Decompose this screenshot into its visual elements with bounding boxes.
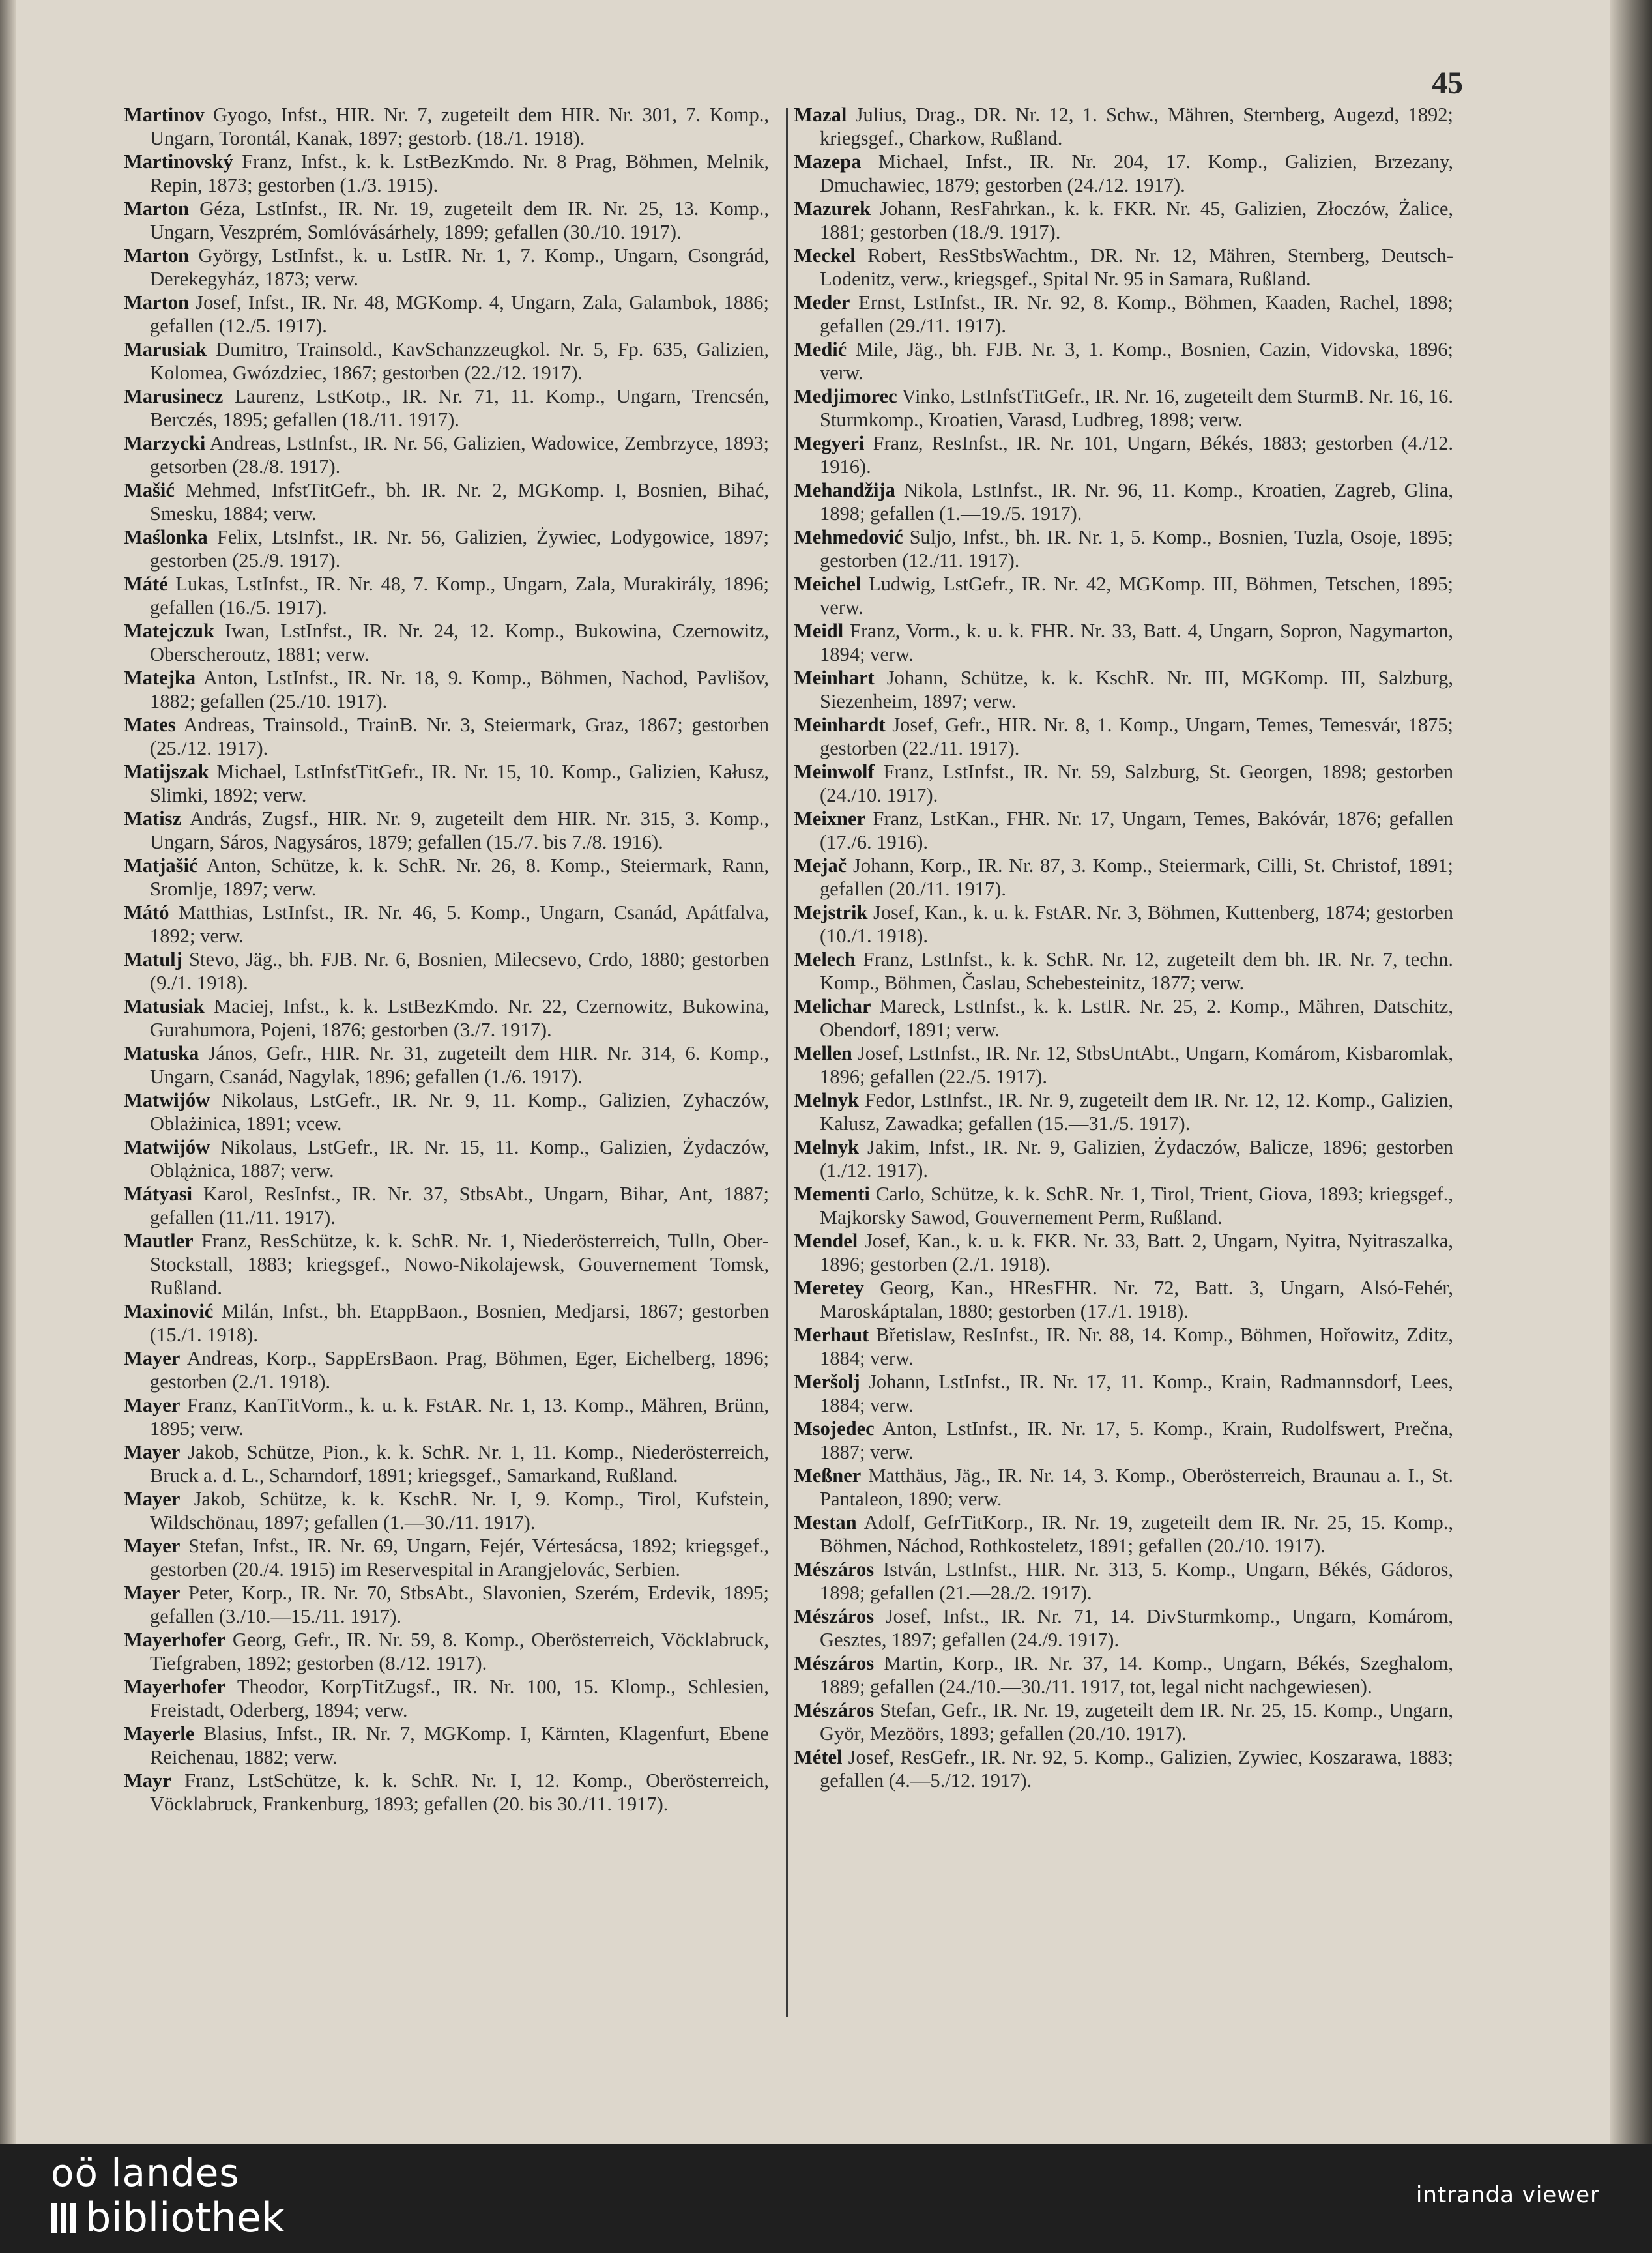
entry-surname: Mehmedović (794, 526, 903, 548)
entry-details: Karol, ResInfst., IR. Nr. 37, StbsAbt., Ungarn, Bihar, Ant, 1887; gefallen (11./11. 1917). (150, 1183, 769, 1228)
entry (124, 1534, 769, 1581)
entry (794, 666, 1453, 713)
entry (794, 1276, 1453, 1323)
entry-surname: Matjašić (124, 854, 198, 877)
entry (794, 385, 1453, 431)
entry-details: Johann, Schütze, k. k. KschR. Nr. III, MGKomp. III, Salzburg, Siezenheim, 1897; verw. (820, 667, 1453, 712)
entry-details: Anton, LstInfst., IR. Nr. 17, 5. Komp., Krain, Rudolfswert, Prečna, 1887; verw. (820, 1417, 1453, 1463)
entry-details: Michael, Infst., IR. Nr. 204, 17. Komp., Galizien, Brzezany, Dmuchawiec, 1879; gestorben (24./12. 1917). (820, 151, 1453, 196)
entry (794, 1511, 1453, 1558)
entry-surname: Mašić (124, 479, 175, 501)
entry-surname: Mayer (124, 1394, 181, 1416)
entry (794, 901, 1453, 948)
entry (794, 103, 1453, 150)
entry-details: Carlo, Schütze, k. k. SchR. Nr. 1, Tirol, Trient, Giova, 1893; kriegsgef., Majkorsky Sawod, Gouvernement Perm, Rußland. (820, 1183, 1453, 1228)
entry-surname: Máté (124, 573, 168, 595)
entry (124, 291, 769, 338)
entry-surname: Mellen (794, 1042, 852, 1064)
entry-surname: Marton (124, 291, 189, 313)
entry-surname: Matwijów (124, 1089, 210, 1111)
entry (794, 1041, 1453, 1088)
entry-details: Franz, LstInfst., k. k. SchR. Nr. 12, zugeteilt dem bh. IR. Nr. 7, techn. Komp., Böhmen, Časlau, Schebesteinitz, 1877; verw. (820, 948, 1453, 994)
entry-surname: Mayerhofer (124, 1629, 225, 1651)
library-logo[interactable] (51, 2151, 285, 2241)
entry (794, 244, 1453, 291)
entry (124, 901, 769, 948)
entry (794, 291, 1453, 338)
entry-details: Géza, LstInfst., IR. Nr. 19, zugeteilt dem IR. Nr. 25, 13. Komp., Ungarn, Veszprém, Somlóvásárhely, 1899; gefallen (30./10. 1917). (150, 197, 769, 243)
entry-surname: Meßner (794, 1464, 862, 1487)
entry-details: Ludwig, LstGefr., IR. Nr. 42, MGKomp. III, Böhmen, Tetschen, 1895; verw. (820, 573, 1453, 618)
entry-surname: Mementi (794, 1183, 870, 1205)
entry-surname: Meinhardt (794, 714, 886, 736)
entry-surname: Meidl (794, 620, 844, 642)
entry-details: Felix, LtsInfst., IR. Nr. 56, Galizien, Żywiec, Lodygowice, 1897; gestorben (25./9. 1917). (150, 526, 769, 572)
entry-surname: Mayer (124, 1347, 181, 1369)
entry-surname: Mayr (124, 1769, 171, 1792)
entry-details: Vinko, LstInfstTitGefr., IR. Nr. 16, zugeteilt dem SturmB. Nr. 16, 16. Sturmkomp., Kroatien, Varasd, Ludbreg, 1898; verw. (820, 385, 1453, 431)
entry-details: Fedor, LstInfst., IR. Nr. 9, zugeteilt dem IR. Nr. 12, 12. Komp., Galizien, Kalusz, Zawadka; gefallen (15.—31./5. 1917). (820, 1089, 1453, 1135)
entry-surname: Marton (124, 197, 189, 220)
entry-details: Johann, Korp., IR. Nr. 87, 3. Komp., Steiermark, Cilli, St. Christof, 1891; gefallen (20./11. 1917). (820, 854, 1453, 900)
entry-surname: Martinovský (124, 151, 233, 173)
entry (124, 525, 769, 572)
entry-details: András, Zugsf., HIR. Nr. 9, zugeteilt dem HIR. Nr. 315, 3. Komp., Ungarn, Sáros, Nagysáros, 1879; gefallen (15./7. bis 7./8. 1916). (150, 807, 769, 853)
entry-details: Theodor, KorpTitZugsf., IR. Nr. 100, 15. Klomp., Schlesien, Freistadt, Oderberg, 1894; verw. (150, 1676, 769, 1721)
entry-details: Martin, Korp., IR. Nr. 37, 14. Komp., Ungarn, Békés, Szeghalom, 1889; gefallen (24./10.—30./11. 1917, tot, legal nicht nachgewiesen). (820, 1652, 1453, 1698)
entry-surname: Meichel (794, 573, 862, 595)
entry-details: Nikola, LstInfst., IR. Nr. 96, 11. Komp., Kroatien, Zagreb, Glina, 1898; gefallen (1.—19./5. 1917). (820, 479, 1453, 525)
entry (794, 478, 1453, 525)
entry-surname: Matejka (124, 667, 196, 689)
entry-details: Johann, LstInfst., IR. Nr. 17, 11. Komp., Krain, Radmannsdorf, Lees, 1884; verw. (820, 1371, 1453, 1416)
entry (124, 948, 769, 995)
entry-surname: Métel (794, 1746, 843, 1768)
entry-details: Nikolaus, LstGefr., IR. Nr. 15, 11. Komp., Galizien, Żydaczów, Oblążnica, 1887; verw. (150, 1136, 769, 1182)
entry-details: Franz, LstSchütze, k. k. SchR. Nr. I, 12. Komp., Oberösterreich, Vöcklabruck, Frankenburg, 1893; gefallen (20. bis 30./11. 1917). (150, 1769, 769, 1815)
logo-text-top: oö landes (51, 2151, 240, 2195)
entry-details: Jakim, Infst., IR. Nr. 9, Galizien, Żydaczów, Balicze, 1896; gestorben (1./12. 1917). (820, 1136, 1453, 1182)
entry-surname: Megyeri (794, 432, 865, 454)
entry-surname: Mayerle (124, 1722, 195, 1745)
entry-surname: Marusiak (124, 338, 207, 360)
entry (124, 150, 769, 197)
entry-details: Lukas, LstInfst., IR. Nr. 48, 7. Komp., Ungarn, Zala, Murakirály, 1896; gefallen (16./5. 1917). (150, 573, 769, 618)
entry-details: Johann, ResFahrkan., k. k. FKR. Nr. 45, Galizien, Złoczów, Żalice, 1881; gestorben (18./9. 1917). (820, 197, 1453, 243)
entry-surname: Mészáros (794, 1652, 875, 1674)
entry-surname: Mátyasi (124, 1183, 193, 1205)
entry-surname: Mejstrik (794, 901, 868, 923)
entry (794, 1605, 1453, 1651)
entry (794, 760, 1453, 807)
entry-surname: Meckel (794, 244, 856, 267)
entry-details: Josef, Kan., k. u. k. FstAR. Nr. 3, Böhmen, Kuttenberg, 1874; gestorben (10./1. 1918). (820, 901, 1453, 947)
entry-surname: Meixner (794, 807, 866, 830)
entry (124, 807, 769, 854)
entry-details: Mehmed, InfstTitGefr., bh. IR. Nr. 2, MGKomp. I, Bosnien, Bihać, Smesku, 1884; verw. (150, 479, 769, 525)
entry-details: Andreas, Korp., SappErsBaon. Prag, Böhmen, Eger, Eichelberg, 1896; gestorben (2./1. 1918). (150, 1347, 769, 1393)
entry (124, 1041, 769, 1088)
entry (794, 854, 1453, 901)
entry (124, 1440, 769, 1487)
entry (124, 1769, 769, 1816)
entry (794, 1558, 1453, 1605)
entry (124, 760, 769, 807)
entry-surname: Mehandžija (794, 479, 895, 501)
entry-surname: Matejczuk (124, 620, 214, 642)
entry (124, 1628, 769, 1675)
entry-surname: Melichar (794, 995, 871, 1017)
entry (794, 197, 1453, 244)
entry-details: Franz, ResInfst., IR. Nr. 101, Ungarn, Békés, 1883; gestorben (4./12. 1916). (820, 432, 1453, 478)
entry-details: Jakob, Schütze, k. k. KschR. Nr. I, 9. Komp., Tirol, Kufstein, Wildschönau, 1897; gefallen (1.—30./11. 1917). (150, 1488, 769, 1533)
bars-icon (51, 2203, 76, 2233)
entry-details: Franz, LstInfst., IR. Nr. 59, Salzburg, St. Georgen, 1898; gestorben (24./10. 1917). (820, 761, 1453, 806)
entry (794, 713, 1453, 760)
entry-surname: Matijszak (124, 761, 209, 783)
entry-details: Josef, LstInfst., IR. Nr. 12, StbsUntAbt., Ungarn, Komárom, Kisbaromlak, 1896; gefallen (22./5. 1917). (820, 1042, 1453, 1088)
entry-surname: Marzycki (124, 432, 206, 454)
entry-surname: Mészáros (794, 1605, 875, 1627)
entry-surname: Mejač (794, 854, 847, 877)
entry (124, 995, 769, 1041)
entry-surname: Meinwolf (794, 761, 875, 783)
entry-details: Franz, ResSchütze, k. k. SchR. Nr. 1, Niederösterreich, Tulln, Ober-Stockstall, 1883; kriegsgef., Nowo-Nikolajewsk, Gouvernement Tomsk, Rußland. (150, 1230, 769, 1299)
entry-surname: Meretey (794, 1277, 864, 1299)
entry-details: János, Gefr., HIR. Nr. 31, zugeteilt dem HIR. Nr. 314, 6. Komp., Ungarn, Csanád, Nagylak, 1896; gefallen (1./6. 1917). (150, 1042, 769, 1088)
entry (124, 1182, 769, 1229)
entry-details: Franz, KanTitVorm., k. u. k. FstAR. Nr. 1, 13. Komp., Mähren, Brünn, 1895; verw. (150, 1394, 769, 1440)
entry (124, 1487, 769, 1534)
entry-details: Robert, ResStbsWachtm., DR. Nr. 12, Mähren, Sternberg, Deutsch-Lodenitz, verw., kriegsgef., Spital Nr. 95 in Samara, Rußland. (820, 244, 1453, 290)
entry-details: István, LstInfst., HIR. Nr. 313, 5. Komp., Ungarn, Békés, Gádoros, 1898; gefallen (21.—28./2. 1917). (820, 1558, 1453, 1604)
entry (124, 1229, 769, 1300)
viewer-brand[interactable]: intranda viewer (1415, 2182, 1600, 2208)
entry-details: Georg, Gefr., IR. Nr. 59, 8. Komp., Oberösterreich, Vöcklabruck, Tiefgraben, 1892; gestorben (8./12. 1917). (150, 1629, 769, 1674)
entry-details: Franz, Infst., k. k. LstBezKmdo. Nr. 8 Prag, Böhmen, Melnik, Repin, 1873; gestorben (1./3. 1915). (150, 151, 769, 196)
entry-surname: Matulj (124, 948, 182, 970)
entry-surname: Melnyk (794, 1136, 859, 1158)
entry (794, 525, 1453, 572)
entry (794, 1698, 1453, 1745)
logo-wordmark: bibliothek (85, 2194, 285, 2241)
entry-surname: Mendel (794, 1230, 858, 1252)
entry-details: Břetislaw, ResInfst., IR. Nr. 88, 14. Komp., Böhmen, Hořowitz, Zditz, 1884; verw. (820, 1324, 1453, 1369)
entry (124, 1346, 769, 1393)
entry (124, 338, 769, 385)
entry-surname: Msojedec (794, 1417, 875, 1440)
viewer-footer (0, 2144, 1652, 2253)
entry-details: Blasius, Infst., IR. Nr. 7, MGKomp. I, Kärnten, Klagenfurt, Ebene Reichenau, 1882; verw. (150, 1722, 769, 1768)
entry-details: Josef, Kan., k. u. k. FKR. Nr. 33, Batt. 2, Ungarn, Nyitra, Nyitraszalka, 1896; gestorben (2./1. 1918). (820, 1230, 1453, 1275)
entry-details: Stevo, Jäg., bh. FJB. Nr. 6, Bosnien, Milecsevo, Crdo, 1880; gestorben (9./1. 1918). (150, 948, 769, 994)
entry (794, 1135, 1453, 1182)
entry-details: Julius, Drag., DR. Nr. 12, 1. Schw., Mähren, Sternberg, Augezd, 1892; kriegsgef., Charkow, Rußland. (820, 104, 1453, 149)
entry-surname: Mestan (794, 1511, 857, 1533)
entry-details: Iwan, LstInfst., IR. Nr. 24, 12. Komp., Bukowina, Czernowitz, Oberscheroutz, 1881; verw. (150, 620, 769, 665)
entry-surname: Marton (124, 244, 189, 267)
entry (124, 1135, 769, 1182)
entry (794, 1182, 1453, 1229)
entry (794, 431, 1453, 478)
entry-details: Josef, Gefr., HIR. Nr. 8, 1. Komp., Ungarn, Temes, Temesvár, 1875; gestorben (22./11. 1917). (820, 714, 1453, 759)
entry (794, 1417, 1453, 1464)
entry (124, 244, 769, 291)
entry-details: Maciej, Infst., k. k. LstBezKmdo. Nr. 22, Czernowitz, Bukowina, Gurahumora, Pojeni, 1876; gestorben (3./7. 1917). (150, 995, 769, 1041)
entry-details: Mareck, LstInfst., k. k. LstIR. Nr. 25, 2. Komp., Mähren, Datschitz, Obendorf, 1891; verw. (820, 995, 1453, 1041)
entry-surname: Mazepa (794, 151, 862, 173)
entry-surname: Mayer (124, 1488, 181, 1510)
entry (794, 1745, 1453, 1792)
entry-surname: Meder (794, 291, 850, 313)
entry-details: Josef, Infst., IR. Nr. 71, 14. DivSturmkomp., Ungarn, Komárom, Gesztes, 1897; gefallen (24./9. 1917). (820, 1605, 1453, 1651)
entry (124, 1581, 769, 1628)
entry (124, 1393, 769, 1440)
entry-surname: Mazurek (794, 197, 871, 220)
entry (794, 995, 1453, 1041)
entry-surname: Mayer (124, 1582, 181, 1604)
logo-text-bottom (51, 2195, 285, 2241)
entry (124, 103, 769, 150)
entry-surname: Matisz (124, 807, 182, 830)
entry-details: Matthias, LstInfst., IR. Nr. 46, 5. Komp., Ungarn, Csanád, Apátfalva, 1892; verw. (150, 901, 769, 947)
entry-details: Stefan, Infst., IR. Nr. 69, Ungarn, Fejér, Vértesácsa, 1892; kriegsgef., gestorben (20./4. 1915) im Reservespital in Arangjelovác, Serbien. (150, 1535, 769, 1580)
entry-surname: Matwijów (124, 1136, 210, 1158)
entry (124, 1675, 769, 1722)
entry-surname: Marusinecz (124, 385, 224, 407)
entry-details: Gyogo, Infst., HIR. Nr. 7, zugeteilt dem HIR. Nr. 301, 7. Komp., Ungarn, Torontál, Kanak, 1897; gestorb. (18./1. 1918). (150, 104, 769, 149)
entry (794, 572, 1453, 619)
entry-details: Franz, LstKan., FHR. Nr. 17, Ungarn, Temes, Bakóvár, 1876; gefallen (17./6. 1916). (820, 807, 1453, 853)
entry-details: Peter, Korp., IR. Nr. 70, StbsAbt., Slavonien, Szerém, Erdevik, 1895; gefallen (3./10.—15./11. 1917). (150, 1582, 769, 1627)
entry (794, 338, 1453, 385)
entry (794, 1370, 1453, 1417)
entry-details: Dumitro, Trainsold., KavSchanzzeugkol. Nr. 5, Fp. 635, Galizien, Kolomea, Gwózdziec, 1867; gestorben (22./12. 1917). (150, 338, 769, 384)
entry (794, 150, 1453, 197)
entry-details: Franz, Vorm., k. u. k. FHR. Nr. 33, Batt. 4, Ungarn, Sopron, Nagymarton, 1894; verw. (820, 620, 1453, 665)
entry (124, 1722, 769, 1769)
entry (124, 619, 769, 666)
entry-surname: Mayer (124, 1535, 181, 1557)
entry-details: Anton, LstInfst., IR. Nr. 18, 9. Komp., Böhmen, Nachod, Pavlišov, 1882; gefallen (25./10. 1917). (150, 667, 769, 712)
entry-details: Michael, LstInfstTitGefr., IR. Nr. 15, 10. Komp., Galizien, Kałusz, Slimki, 1892; verw. (150, 761, 769, 806)
entry-details: Andreas, Trainsold., TrainB. Nr. 3, Steiermark, Graz, 1867; gestorben (25./12. 1917). (150, 714, 769, 759)
entry-details: Josef, Infst., IR. Nr. 48, MGKomp. 4, Ungarn, Zala, Galambok, 1886; gefallen (12./5. 1917). (150, 291, 769, 337)
entry-details: Suljo, Infst., bh. IR. Nr. 1, 5. Komp., Bosnien, Tuzla, Osoje, 1895; gestorben (12./11. 1917). (820, 526, 1453, 572)
entry-details: György, LstInfst., k. u. LstIR. Nr. 1, 7. Komp., Ungarn, Csongrád, Derekegyház, 1873; verw. (150, 244, 769, 290)
entry-surname: Mazal (794, 104, 847, 126)
entry-surname: Maślonka (124, 526, 208, 548)
entry-surname: Mátó (124, 901, 169, 923)
entry-surname: Mates (124, 714, 176, 736)
right-column (794, 103, 1453, 1792)
entry (124, 572, 769, 619)
entry (124, 666, 769, 713)
entry (794, 1651, 1453, 1698)
entry-surname: Melnyk (794, 1089, 859, 1111)
entry-details: Jakob, Schütze, Pion., k. k. SchR. Nr. 1, 11. Komp., Niederösterreich, Bruck a. d. L., Scharndorf, 1891; kriegsgef., Samarkand, Rußland. (150, 1441, 769, 1487)
entry-details: Milán, Infst., bh. EtappBaon., Bosnien, Medjarsi, 1867; gestorben (15./1. 1918). (150, 1300, 769, 1346)
entry (794, 1088, 1453, 1135)
entry (124, 385, 769, 431)
entry-surname: Matusiak (124, 995, 205, 1017)
entry-details: Nikolaus, LstGefr., IR. Nr. 9, 11. Komp., Galizien, Zyhaczów, Oblażinica, 1891; vcew. (150, 1089, 769, 1135)
entry (794, 948, 1453, 995)
entry (124, 478, 769, 525)
entry-details: Ernst, LstInfst., IR. Nr. 92, 8. Komp., Böhmen, Kaaden, Rachel, 1898; gefallen (29./11. 1917). (820, 291, 1453, 337)
entry (124, 197, 769, 244)
page-number: 45 (1432, 66, 1463, 100)
entry-surname: Martinov (124, 104, 205, 126)
entry-surname: Medić (794, 338, 847, 360)
entry-surname: Mészáros (794, 1699, 875, 1721)
entry (794, 1229, 1453, 1276)
left-column (124, 103, 769, 1816)
entry-details: Georg, Kan., HResFHR. Nr. 72, Batt. 3, Ungarn, Alsó-Fehér, Maroskáptalan, 1880; gestorben (17./1. 1918). (820, 1277, 1453, 1322)
entry-surname: Mayerhofer (124, 1676, 225, 1698)
entry-surname: Maxinović (124, 1300, 214, 1322)
entry-details: Matthäus, Jäg., IR. Nr. 14, 3. Komp., Oberösterreich, Braunau a. I., St. Pantaleon, 1890; verw. (820, 1464, 1453, 1510)
entry-surname: Meršolj (794, 1371, 860, 1393)
entry (124, 1088, 769, 1135)
entry-surname: Melech (794, 948, 856, 970)
entry (794, 1464, 1453, 1511)
entry (794, 619, 1453, 666)
entry (124, 431, 769, 478)
entry-details: Mile, Jäg., bh. FJB. Nr. 3, 1. Komp., Bosnien, Cazin, Vidovska, 1896; verw. (820, 338, 1453, 384)
entry-surname: Matuska (124, 1042, 199, 1064)
entry (794, 1323, 1453, 1370)
entry-surname: Medjimorec (794, 385, 897, 407)
entry-details: Adolf, GefrTitKorp., IR. Nr. 19, zugeteilt dem IR. Nr. 25, 15. Komp., Böhmen, Náchod, Rothkosteletz, 1891; gefallen (20./10. 1917). (820, 1511, 1453, 1557)
entry-details: Laurenz, LstKotp., IR. Nr. 71, 11. Komp., Ungarn, Trencsén, Berczés, 1895; gefallen (18./11. 1917). (150, 385, 769, 431)
entry-surname: Merhaut (794, 1324, 869, 1346)
entry (124, 713, 769, 760)
entry (794, 807, 1453, 854)
entry-surname: Mayer (124, 1441, 181, 1463)
entry (124, 854, 769, 901)
entry-details: Anton, Schütze, k. k. SchR. Nr. 26, 8. Komp., Steiermark, Rann, Sromlje, 1897; verw. (150, 854, 769, 900)
entry-details: Andreas, LstInfst., IR. Nr. 56, Galizien, Wadowice, Zembrzyce, 1893; getsorben (28./8. 1917). (150, 432, 769, 478)
entry-details: Josef, ResGefr., IR. Nr. 92, 5. Komp., Galizien, Zywiec, Koszarawa, 1883; gefallen (4.—5./12. 1917). (820, 1746, 1453, 1792)
entry-details: Stefan, Gefr., IR. Nr. 19, zugeteilt dem IR. Nr. 25, 15. Komp., Ungarn, Györ, Mezöörs, 1893; gefallen (20./10. 1917). (820, 1699, 1453, 1745)
entry-surname: Mautler (124, 1230, 194, 1252)
entry-surname: Meinhart (794, 667, 875, 689)
entry-surname: Mészáros (794, 1558, 875, 1580)
column-divider (786, 108, 788, 2017)
entry (124, 1300, 769, 1346)
